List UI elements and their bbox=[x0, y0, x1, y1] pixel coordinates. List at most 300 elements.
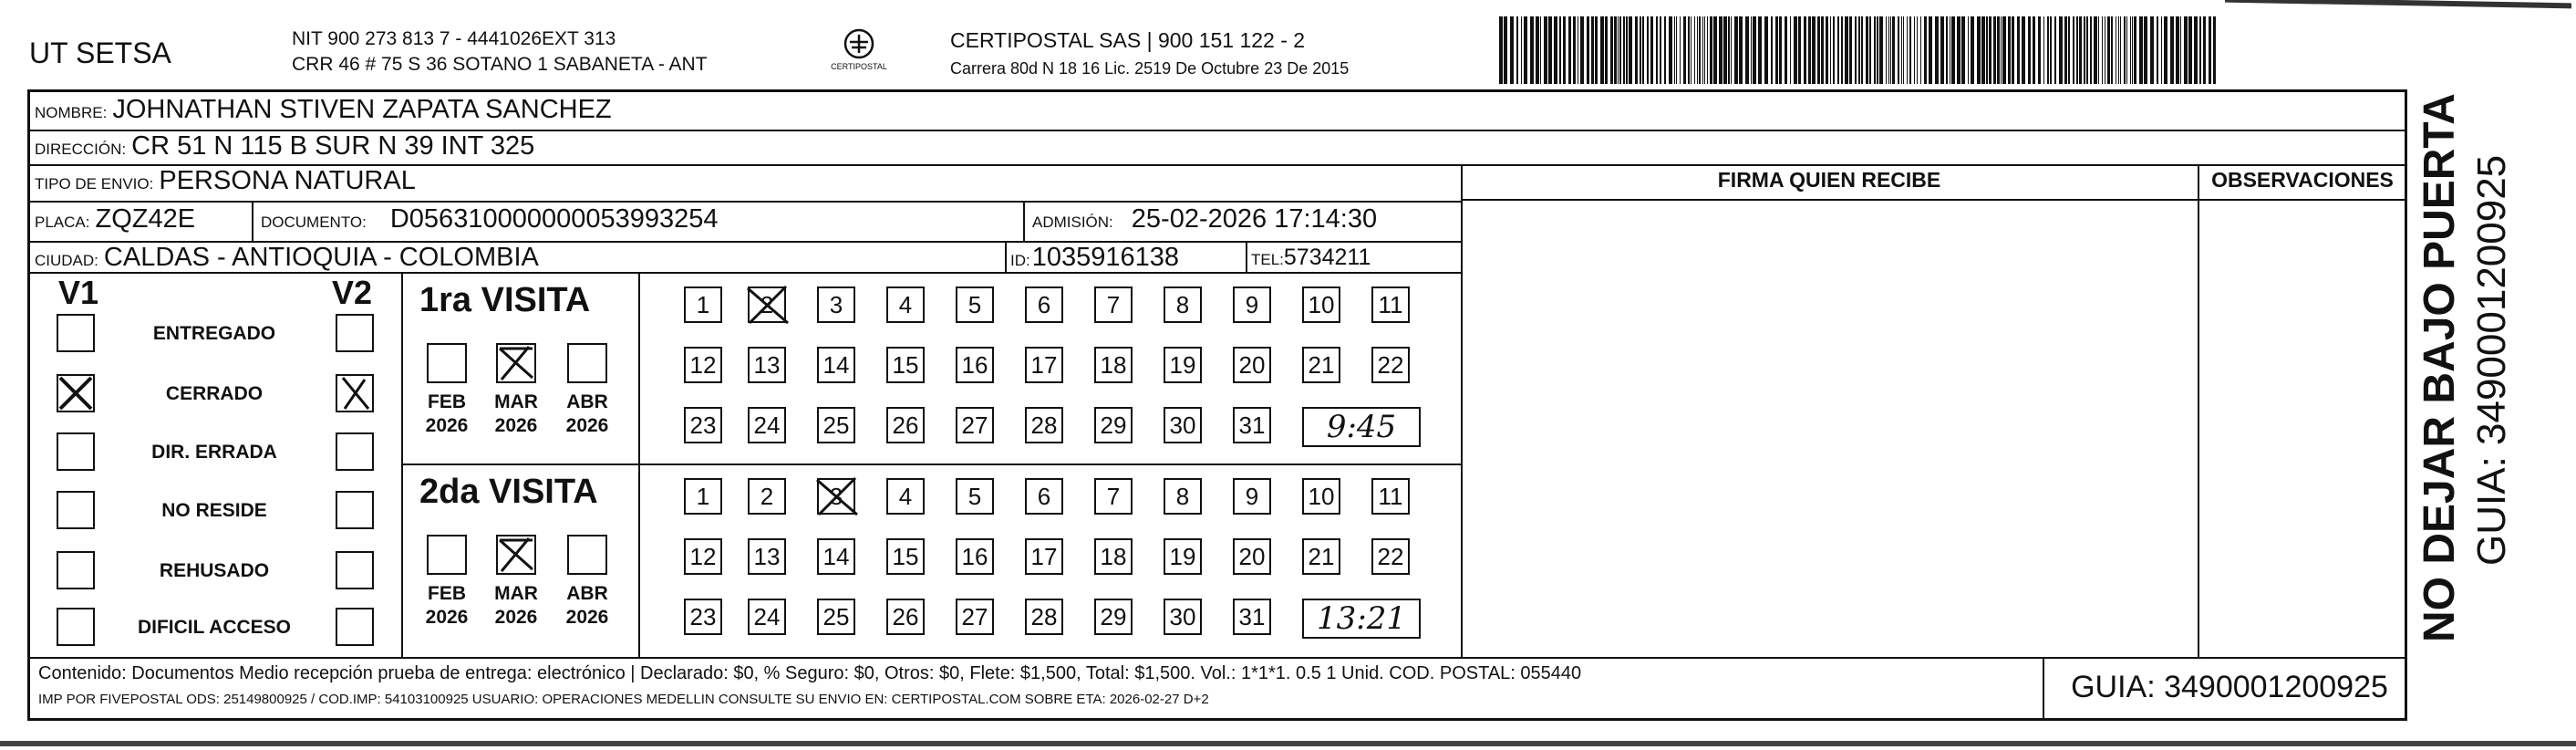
day-number: 10 bbox=[1308, 290, 1335, 318]
day-number: 28 bbox=[1030, 602, 1058, 630]
day-box[interactable] bbox=[684, 478, 722, 515]
barcode-bar bbox=[2068, 16, 2070, 84]
barcode-bar bbox=[1775, 16, 1778, 84]
day-box[interactable] bbox=[1371, 538, 1410, 575]
barcode-bar bbox=[2164, 16, 2167, 84]
day-box[interactable] bbox=[684, 538, 722, 575]
day-number: 22 bbox=[1377, 542, 1404, 570]
barcode-bar bbox=[1817, 16, 1820, 84]
barcode-bar bbox=[2076, 16, 2078, 84]
day-number: 16 bbox=[961, 542, 988, 570]
day-number: 6 bbox=[1037, 290, 1051, 318]
barcode-bar bbox=[1812, 16, 1816, 84]
visit-time-box[interactable] bbox=[1302, 407, 1421, 447]
firma-label: FIRMA QUIEN RECIBE bbox=[1717, 168, 1941, 192]
day-box[interactable] bbox=[1025, 478, 1063, 515]
day-box[interactable] bbox=[1094, 286, 1133, 323]
day-number: 20 bbox=[1238, 350, 1266, 379]
barcode-bar bbox=[1540, 16, 1541, 84]
barcode-bar bbox=[1804, 16, 1806, 84]
day-box[interactable] bbox=[956, 286, 994, 323]
day-box[interactable] bbox=[1302, 347, 1340, 383]
barcode-bar bbox=[1680, 16, 1681, 84]
barcode-bar bbox=[2209, 16, 2211, 84]
day-box[interactable] bbox=[886, 407, 925, 443]
handwritten-time: 9:45 bbox=[1326, 409, 1397, 445]
day-number: 29 bbox=[1100, 602, 1127, 630]
month-label: MAR 2026 bbox=[494, 583, 538, 628]
barcode-bar bbox=[2022, 16, 2025, 84]
v2-checkbox[interactable] bbox=[336, 491, 374, 529]
barcode-bar bbox=[1914, 16, 1915, 84]
day-box[interactable] bbox=[1302, 286, 1340, 323]
day-number: 2 bbox=[760, 290, 774, 318]
barcode-bar bbox=[2134, 16, 2136, 84]
barcode-bar bbox=[2047, 16, 2049, 84]
day-box[interactable] bbox=[1371, 478, 1410, 515]
day-number: 29 bbox=[1100, 411, 1127, 439]
barcode-bar bbox=[1890, 16, 1891, 84]
day-check-mark bbox=[744, 283, 791, 327]
day-number: 18 bbox=[1100, 542, 1127, 570]
day-box[interactable] bbox=[1371, 347, 1410, 383]
barcode-bar bbox=[1499, 16, 1503, 84]
barcode-bar bbox=[2033, 16, 2035, 84]
nombre-label: NOMBRE: bbox=[35, 104, 108, 121]
day-box[interactable] bbox=[886, 538, 925, 575]
day-box[interactable] bbox=[1164, 478, 1202, 515]
barcode-bar bbox=[2203, 16, 2206, 84]
barcode-bar bbox=[1704, 16, 1705, 84]
day-box[interactable] bbox=[1233, 599, 1271, 635]
day-box[interactable] bbox=[748, 478, 786, 515]
day-check-mark bbox=[813, 474, 861, 518]
tel-field bbox=[1251, 245, 1371, 271]
month-checkbox-mar[interactable] bbox=[496, 343, 536, 383]
signature-area[interactable] bbox=[1464, 203, 2194, 653]
day-box[interactable] bbox=[886, 286, 925, 323]
barcode-bar bbox=[2144, 16, 2147, 84]
barcode-bar bbox=[2194, 16, 2198, 84]
observations-area[interactable] bbox=[2201, 203, 2404, 653]
day-number: 9 bbox=[1245, 482, 1259, 510]
day-box[interactable] bbox=[1164, 286, 1202, 323]
barcode-bar bbox=[2012, 16, 2014, 84]
id-value: 1035916138 bbox=[1031, 243, 1180, 272]
day-number: 16 bbox=[961, 350, 988, 379]
day-number: 26 bbox=[892, 602, 919, 630]
day-box[interactable] bbox=[817, 286, 855, 323]
barcode-bar bbox=[2126, 16, 2127, 84]
day-box[interactable] bbox=[684, 599, 722, 635]
barcode-bar bbox=[2084, 16, 2085, 84]
barcode-bar bbox=[1554, 16, 1557, 84]
day-box[interactable] bbox=[956, 407, 994, 443]
barcode-bar bbox=[1751, 16, 1752, 84]
v1-checkbox[interactable] bbox=[57, 551, 95, 589]
barcode-bar bbox=[1504, 16, 1507, 84]
day-number: 17 bbox=[1030, 350, 1058, 379]
barcode-bar bbox=[1521, 16, 1522, 84]
ciudad-field bbox=[35, 243, 539, 273]
barcode-bar bbox=[2107, 16, 2110, 84]
barcode-bar bbox=[1935, 16, 1939, 84]
barcode-bar bbox=[1940, 16, 1944, 84]
day-box[interactable] bbox=[1164, 347, 1202, 383]
barcode-bar bbox=[1587, 16, 1589, 84]
day-box[interactable] bbox=[817, 347, 855, 383]
barcode-bar bbox=[1877, 16, 1878, 84]
barcode-bar bbox=[1536, 16, 1539, 84]
month-check-mark bbox=[498, 345, 534, 381]
barcode-bar bbox=[1779, 16, 1782, 84]
barcode-bar bbox=[1946, 16, 1948, 84]
day-box[interactable] bbox=[1025, 538, 1063, 575]
barcode-bar bbox=[1808, 16, 1811, 84]
day-number: 23 bbox=[689, 411, 717, 439]
barcode-bar bbox=[1640, 16, 1641, 84]
day-number: 1 bbox=[696, 290, 710, 318]
v2-checkbox[interactable] bbox=[336, 314, 374, 352]
v2-checkbox[interactable] bbox=[336, 432, 374, 471]
footer-guia: GUIA: 3490001200925 bbox=[2071, 670, 2388, 704]
barcode-bar bbox=[1713, 16, 1717, 84]
barcode-bar bbox=[1917, 16, 1918, 84]
barcode-bar bbox=[1683, 16, 1686, 84]
barcode-bar bbox=[1563, 16, 1566, 84]
barcode-bar bbox=[1669, 16, 1672, 84]
day-box[interactable] bbox=[1164, 407, 1202, 443]
day-box[interactable] bbox=[1025, 286, 1063, 323]
placa-label: PLACA: bbox=[35, 214, 90, 231]
barcode-bar bbox=[1664, 16, 1666, 84]
month-checkbox-abr[interactable] bbox=[567, 343, 607, 383]
day-box[interactable] bbox=[1233, 347, 1271, 383]
status-label: DIR. ERRADA bbox=[151, 442, 277, 463]
barcode-bar bbox=[2132, 16, 2133, 84]
day-box[interactable] bbox=[684, 347, 722, 383]
v1-checkbox[interactable] bbox=[57, 314, 95, 352]
day-box[interactable] bbox=[748, 347, 786, 383]
barcode-bar bbox=[1855, 16, 1857, 84]
day-box[interactable] bbox=[956, 478, 994, 515]
barcode-bar bbox=[1600, 16, 1604, 84]
barcode-bar bbox=[1694, 16, 1695, 84]
day-box[interactable] bbox=[817, 599, 855, 635]
v1-checkbox[interactable] bbox=[57, 491, 95, 529]
day-box[interactable] bbox=[1094, 407, 1133, 443]
barcode-bar bbox=[1957, 16, 1960, 84]
tel-label: TEL: bbox=[1251, 251, 1284, 268]
day-number: 28 bbox=[1030, 411, 1058, 439]
barcode-bar bbox=[2050, 16, 2052, 84]
barcode-bar bbox=[2059, 16, 2063, 84]
day-number: 11 bbox=[1378, 482, 1403, 510]
day-box[interactable] bbox=[1302, 538, 1340, 575]
day-number: 20 bbox=[1238, 542, 1266, 570]
barcode-bar bbox=[1595, 16, 1598, 84]
barcode-bar bbox=[1961, 16, 1965, 84]
barcode-bar bbox=[1516, 16, 1518, 84]
documento-label: DOCUMENTO: bbox=[261, 214, 367, 231]
barcode-bar bbox=[1544, 16, 1547, 84]
barcode-bar bbox=[1849, 16, 1852, 84]
barcode-bar bbox=[2064, 16, 2067, 84]
barcode-bar bbox=[1650, 16, 1653, 84]
barcode-bar bbox=[2079, 16, 2082, 84]
barcode-bar bbox=[1699, 16, 1701, 84]
barcode-bar bbox=[1568, 16, 1571, 84]
day-number: 4 bbox=[898, 290, 913, 318]
day-number: 9 bbox=[1245, 290, 1259, 318]
barcode-bar bbox=[1688, 16, 1690, 84]
barcode-bar bbox=[1642, 16, 1644, 84]
day-number: 10 bbox=[1308, 482, 1335, 510]
status-label: NO RESIDE bbox=[161, 500, 267, 521]
day-number: 25 bbox=[822, 602, 850, 630]
day-box[interactable] bbox=[1025, 347, 1063, 383]
barcode-bar bbox=[2150, 16, 2154, 84]
day-number: 7 bbox=[1106, 482, 1121, 510]
barcode-bar bbox=[2043, 16, 2044, 84]
day-box[interactable] bbox=[1371, 286, 1410, 323]
day-box[interactable] bbox=[956, 538, 994, 575]
day-number: 15 bbox=[892, 350, 919, 379]
barcode-bar bbox=[2184, 16, 2188, 84]
day-number: 1 bbox=[696, 482, 710, 510]
barcode-bar bbox=[2102, 16, 2103, 84]
barcode-bar bbox=[1898, 16, 1899, 84]
barcode-bar bbox=[1833, 16, 1835, 84]
barcode-bar bbox=[1614, 16, 1617, 84]
status-label: ENTREGADO bbox=[152, 323, 276, 344]
v2-label: V2 bbox=[332, 274, 373, 311]
barcode-bar bbox=[1745, 16, 1749, 84]
barcode-bar bbox=[2139, 16, 2143, 84]
day-number: 14 bbox=[822, 350, 850, 379]
barcode-bar bbox=[1676, 16, 1677, 84]
v1-check-mark bbox=[58, 376, 93, 411]
month-label: MAR 2026 bbox=[494, 391, 538, 436]
day-number: 4 bbox=[898, 482, 913, 510]
day-box[interactable] bbox=[1233, 407, 1271, 443]
day-box[interactable] bbox=[886, 347, 925, 383]
barcode-bar bbox=[1841, 16, 1843, 84]
day-number: 21 bbox=[1308, 350, 1335, 379]
barcode-bar bbox=[1790, 16, 1791, 84]
ciudad-label: CIUDAD: bbox=[35, 252, 98, 269]
day-number: 30 bbox=[1169, 411, 1196, 439]
barcode-bar bbox=[1731, 16, 1732, 84]
barcode-bar bbox=[1866, 16, 1868, 84]
barcode-bar bbox=[1977, 16, 1981, 84]
barcode-bar bbox=[2176, 16, 2179, 84]
barcode bbox=[1495, 16, 2225, 84]
barcode-bar bbox=[1785, 16, 1787, 84]
day-number: 27 bbox=[961, 602, 988, 630]
certipostal-logo bbox=[832, 26, 886, 78]
barcode-bar bbox=[2130, 16, 2131, 84]
barcode-bar bbox=[1707, 16, 1708, 84]
day-box[interactable] bbox=[956, 347, 994, 383]
admision-value: 25-02-2026 17:14:30 bbox=[1131, 204, 1378, 234]
barcode-bar bbox=[1845, 16, 1848, 84]
barcode-bar bbox=[2086, 16, 2088, 84]
barcode-bar bbox=[2001, 16, 2002, 84]
day-number: 13 bbox=[753, 350, 781, 379]
barcode-bar bbox=[1901, 16, 1902, 84]
day-number: 5 bbox=[967, 482, 982, 510]
visit-title: 2da VISITA bbox=[419, 473, 598, 511]
day-number: 26 bbox=[892, 411, 919, 439]
day-number: 19 bbox=[1169, 542, 1196, 570]
barcode-bar bbox=[1886, 16, 1887, 84]
tipo-envio-label: TIPO DE ENVIO: bbox=[35, 175, 154, 193]
barcode-bar bbox=[2002, 16, 2006, 84]
barcode-bar bbox=[2017, 16, 2020, 84]
day-box[interactable] bbox=[817, 478, 855, 515]
day-box[interactable] bbox=[1094, 478, 1133, 515]
barcode-bar bbox=[1635, 16, 1638, 84]
day-box[interactable] bbox=[886, 599, 925, 635]
status-label: REHUSADO bbox=[159, 560, 270, 581]
v1-checkbox[interactable] bbox=[57, 374, 95, 412]
day-number: 23 bbox=[689, 602, 717, 630]
month-checkbox-feb[interactable] bbox=[427, 343, 467, 383]
day-box[interactable] bbox=[1025, 599, 1063, 635]
barcode-bar bbox=[1879, 16, 1883, 84]
day-number: 8 bbox=[1175, 290, 1190, 318]
day-number: 17 bbox=[1030, 542, 1058, 570]
day-number: 31 bbox=[1238, 602, 1266, 630]
day-box[interactable] bbox=[684, 407, 722, 443]
day-box[interactable] bbox=[1094, 347, 1133, 383]
day-box[interactable] bbox=[748, 407, 786, 443]
status-label: CERRADO bbox=[165, 383, 264, 404]
day-box[interactable] bbox=[886, 478, 925, 515]
barcode-bar bbox=[2124, 16, 2126, 84]
barcode-bar bbox=[1739, 16, 1743, 84]
day-box[interactable] bbox=[1233, 478, 1271, 515]
courier-line: CERTIPOSTAL SAS | 900 151 122 - 2 bbox=[950, 28, 1306, 52]
month-checkbox-abr[interactable] bbox=[567, 535, 607, 575]
day-box[interactable] bbox=[1094, 599, 1133, 635]
id-label: ID: bbox=[1010, 252, 1030, 269]
v2-checkbox[interactable] bbox=[336, 374, 374, 412]
tipo-envio-value: PERSONA NATURAL bbox=[159, 166, 416, 195]
direccion-row bbox=[35, 131, 534, 161]
day-number: 7 bbox=[1106, 290, 1121, 318]
barcode-bar bbox=[1610, 16, 1613, 84]
barcode-bar bbox=[1981, 16, 1985, 84]
day-box[interactable] bbox=[1164, 599, 1202, 635]
v1-checkbox[interactable] bbox=[57, 608, 95, 646]
barcode-bar bbox=[2118, 16, 2119, 84]
barcode-bar bbox=[1573, 16, 1576, 84]
barcode-bar bbox=[1510, 16, 1514, 84]
day-number: 12 bbox=[689, 350, 717, 379]
barcode-bar bbox=[1861, 16, 1863, 84]
barcode-bar bbox=[1734, 16, 1738, 84]
barcode-bar bbox=[1826, 16, 1828, 84]
month-checkbox-mar[interactable] bbox=[496, 535, 536, 575]
barcode-bar bbox=[1591, 16, 1594, 84]
barcode-bar bbox=[1821, 16, 1824, 84]
day-number: 19 bbox=[1169, 350, 1196, 379]
barcode-bar bbox=[2038, 16, 2041, 84]
barcode-bar bbox=[1702, 16, 1703, 84]
day-number: 5 bbox=[967, 290, 982, 318]
v1-checkbox[interactable] bbox=[57, 432, 95, 471]
month-label: ABR 2026 bbox=[565, 391, 609, 436]
visit-time-box[interactable] bbox=[1302, 599, 1421, 639]
day-box[interactable] bbox=[748, 599, 786, 635]
footer-print-line: IMP POR FIVEPOSTAL ODS: 25149800925 / COD.IMP: 54103100925 USUARIO: OPERACIONES MEDELLIN CONSULTE SU ENVIO EN: CERTIPOSTAL.COM SOBRE ETA: 2026-02-27 D+2 bbox=[38, 692, 1209, 707]
barcode-bar bbox=[2008, 16, 2011, 84]
day-number: 8 bbox=[1175, 482, 1190, 510]
placa-field bbox=[35, 204, 195, 234]
v2-checkbox[interactable] bbox=[336, 551, 374, 589]
documento-value: D056310000000053993254 bbox=[389, 204, 719, 234]
day-box[interactable] bbox=[817, 407, 855, 443]
day-number: 27 bbox=[961, 411, 988, 439]
barcode-bar bbox=[1753, 16, 1756, 84]
barcode-bar bbox=[2157, 16, 2158, 84]
barcode-bar bbox=[1605, 16, 1608, 84]
day-number: 11 bbox=[1378, 290, 1403, 318]
barcode-bar bbox=[2188, 16, 2192, 84]
day-box[interactable] bbox=[1094, 538, 1133, 575]
id-field bbox=[1010, 243, 1179, 273]
month-checkbox-feb[interactable] bbox=[427, 535, 467, 575]
day-box[interactable] bbox=[1302, 478, 1340, 515]
barcode-bar bbox=[2199, 16, 2201, 84]
nombre-value: JOHNATHAN STIVEN ZAPATA SANCHEZ bbox=[112, 95, 612, 124]
barcode-bar bbox=[2180, 16, 2181, 84]
side-guia: GUIA: 3490001200925 bbox=[2469, 154, 2514, 566]
day-box[interactable] bbox=[1233, 286, 1271, 323]
month-label: FEB 2026 bbox=[425, 391, 469, 436]
day-box[interactable] bbox=[1233, 538, 1271, 575]
ciudad-value: CALDAS - ANTIOQUIA - COLOMBIA bbox=[103, 243, 539, 272]
barcode-bar bbox=[1798, 16, 1801, 84]
day-box[interactable] bbox=[1164, 538, 1202, 575]
barcode-bar bbox=[1989, 16, 1991, 84]
observaciones-label: OBSERVACIONES bbox=[2211, 168, 2394, 192]
barcode-bar bbox=[1647, 16, 1649, 84]
direccion-label: DIRECCIÓN: bbox=[35, 141, 127, 158]
day-number: 2 bbox=[760, 482, 774, 510]
day-box[interactable] bbox=[748, 286, 786, 323]
status-label: DIFICIL ACCESO bbox=[137, 617, 291, 638]
day-box[interactable] bbox=[684, 286, 722, 323]
tel-value: 5734211 bbox=[1283, 245, 1371, 270]
tipo-envio-row bbox=[35, 166, 416, 196]
day-box[interactable] bbox=[817, 538, 855, 575]
barcode-bar bbox=[2120, 16, 2121, 84]
barcode-bar bbox=[2161, 16, 2162, 84]
barcode-bar bbox=[1869, 16, 1871, 84]
day-box[interactable] bbox=[748, 538, 786, 575]
v2-checkbox[interactable] bbox=[336, 608, 374, 646]
day-number: 3 bbox=[829, 482, 843, 510]
barcode-bar bbox=[1794, 16, 1797, 84]
day-number: 15 bbox=[892, 542, 919, 570]
day-box[interactable] bbox=[1025, 407, 1063, 443]
day-box[interactable] bbox=[956, 599, 994, 635]
barcode-bar bbox=[1656, 16, 1658, 84]
license-line: Carrera 80d N 18 16 Lic. 2519 De Octubre 23 De 2015 bbox=[950, 59, 1350, 78]
